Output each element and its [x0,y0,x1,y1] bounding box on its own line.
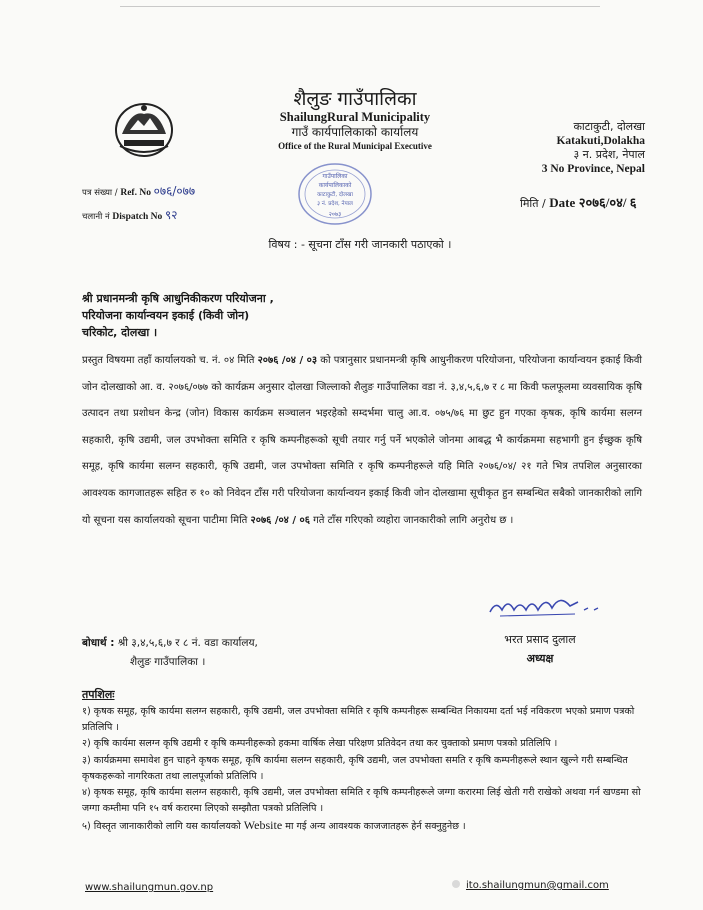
letter-subject: विषय : - सूचना टाँस गरी जानकारी पठाएको । [268,238,452,251]
body-date-1: २०७६ /०४ / ०३ [257,355,318,366]
body-date-2: २०७६ /०४ / ०६ [250,514,310,526]
reference-block [82,180,195,228]
address-province-en: 3 No Province, Nepal [541,163,645,175]
stamp-line-5: २०७३ [328,211,342,218]
dispatch-value: ९२ [165,208,178,222]
top-edge-line [120,6,600,7]
enclosure-item: २) कृषि कार्यमा सलग्न कृषि उद्यमी र कृषि कम्पनीहरूको हकमा वार्षिक लेखा परिक्षण प्रतिवेदन तथा कर चुक्ताको प्रमाण पत्रको प्रतिलिपि । [82,738,558,750]
enclosure-item: १) कृषक समूह, कृषि कार्यमा सलग्न सहकारी, कृषि उद्यमी, जल उपभोक्ता समिति र कृषि कम्पनीहरू सम्बन्धित निकायमा दर्ता भई नविकरण भएको प्रमाण पत्रको प्रतिलिपि । [82,706,635,734]
date-label-en: Date [549,195,576,210]
ref-value: ०७६/०७७ [153,184,196,198]
enclosure-item: ४) कृषक समूह, कृषि कार्यमा सलग्न सहकारी, कृषि उद्यमी, जल उपभोक्ता समिति र कृषि कम्पनीहरूले जग्गा करारमा लिई खेती गरी राखेको अथवा गर्न खण्डमा सो जग्गा कम्तीमा पनि १५ वर्ष करारमा लिएको सम्झौता पत्रको प्रतिलिपि । [82,787,641,815]
handwritten-signature [480,590,630,620]
ref-label-np: पत्र संख्या [82,188,113,198]
office-name-np: गाउँ कार्यपालिकाको कार्यालय [291,125,419,139]
enclosure-5-post: मा गई अन्य आवश्यक काजजातहरू हेर्न सक्नुहुनेछ । [282,821,466,833]
letterhead-title [230,88,480,153]
office-address [495,120,645,176]
footer-website-link[interactable]: www.shailungmun.gov.np [85,882,214,893]
dispatch-label-np: चलानी नं [82,212,110,222]
stamp-line-2: कार्यपालिकाको [318,182,352,189]
cc-line-1: श्री ३,४,५,६,७ र ८ नं. वडा कार्यालय, [117,637,258,649]
date-label-np: मिति [520,197,539,210]
dispatch-number-row [82,204,195,228]
enclosure-item [82,817,652,835]
enclosures-list [82,704,652,836]
addressee-line-1: श्री प्रधानमन्त्री कृषि आधुनिकीकरण परियोजना , [82,292,274,305]
signatory-name: भरत प्रसाद दुलाल [504,633,576,646]
ref-number-row: पत्र संख्या / Ref. No ०७६/०७७ [82,184,196,198]
body-text-1: प्रस्तुत विषयमा तहाँ कार्यालयको च. नं. ०४ मिति [82,355,258,366]
footer-email-link[interactable]: ito.shailungmun@gmail.com [466,880,609,891]
address-province-np: ३ न. प्रदेश, नेपाल [573,148,645,161]
municipality-name-np: शैलुङ गाउँपालिका [293,88,417,110]
scan-mark [452,880,460,888]
stamp-line-1: गाउँपालिका [322,173,348,180]
letter-date: मिति / Date २०७६/०४/ ६ [520,195,637,210]
dispatch-label-en: Dispatch No [112,212,163,222]
nepal-emblem-icon [112,100,176,160]
enclosures-title: तपशिलः [82,688,115,701]
body-text-2: को पत्रानुसार प्रधानमन्त्री कृषि आधुनीकरण परियोजना, परियोजना कार्यान्वयन इकाई किवी जोन दोलखाको आ. व. २०७६/०७७ को कार्यक्रम अनुसार दोलखा जिल्लाको शैलुङ गाउँपालिका वडा नं. ३,४,५,६,७ र ८ मा किवी फलफूलमा व्यवसायिक कृषि उत्पादन तथा प्रशोधन केन्द्र (जोन) विकास कार्यक्रम सञ्चालन भइरहेको सम्दर्भमा चालु आ.व. ०७५/७६ मा छुट हुन गएका कृषक, कृषि कार्यमा सलग्न सहकारी, कृषि उद्यमी, जल उपभोक्ता समिति र कृषि कम्पनीहरूको सूची तयार गर्नु पर्ने भएकोले जोनमा आबद्ध भै कार्यक्रममा सहभागी हुन ईच्छुक कृषि समूह, कृषि कार्यमा सलग्न सहकारी, कृषि उद्यमी, जल उपभोक्ता समिति र कृषि कम्पनीहरूले यहि मिति २०७६/०४/ २१ गते भित्र तपशिल अनुसारका आवश्यक कागजातहरू सहित रु १० को निवेदन टाँस गरी परियोजना कार्यान्वयन इकाई किवी जोन दोलखामा सूचीकृत हुन सम्बन्धित सबैको जानकारीको लागि यो सूचना यस कार्यालयको सूचना पाटीमा मिति [82,355,642,526]
municipality-name-en: ShailungRural Municipality [279,110,431,124]
addressee-line-3: चरिकोट, दोलखा । [82,326,158,339]
body-text-3: गते टाँस गरिएको व्यहोरा जानकारीको लागि अनुरोध छ । [309,514,514,526]
cc-label: बोधार्थ : [82,637,115,649]
cc-block [82,634,258,672]
signatory-title: अध्यक्ष [526,652,554,665]
cc-line-2: शैलुङ गाउँपालिका । [130,656,206,668]
stamp-line-4: ३ नं. प्रदेश, नेपाल [317,201,353,207]
addressee-block [82,290,274,341]
address-place-en: Katakuti,Dolakha [556,135,645,147]
signatory-block [480,630,600,668]
ref-label-en: Ref. No [120,188,151,198]
enclosure-5-pre: ५) विस्तृत जानाकारीको लागि यस कार्यालयको [82,821,244,833]
date-value: २०७६/०४/ ६ [578,195,637,210]
office-seal-stamp [295,160,375,228]
addressee-line-2: परियोजना कार्यान्वयन इकाई (किवी जोन) [82,309,250,322]
enclosure-5-web: Website [243,818,283,833]
enclosure-item: ३) कार्यक्रममा समावेश हुन चाहने कृषक समूह, कृषि कार्यमा सलग्न सहकारी, कृषि उद्यमी, जल उपभोक्ता समति र कृषि कम्पनीहरूले स्थान खुल्ने गरी सम्बन्धित कृषकहरूको नागरिकता तथा लालपूर्जाको प्रतिलिपि । [82,754,628,782]
letter-body [82,348,642,534]
office-name-en: Office of the Rural Municipal Executive [278,141,432,151]
address-place-np: काटाकुटी, दोलखा [573,120,645,133]
stamp-line-3: काटाकुटी, दोलखा [317,192,353,198]
